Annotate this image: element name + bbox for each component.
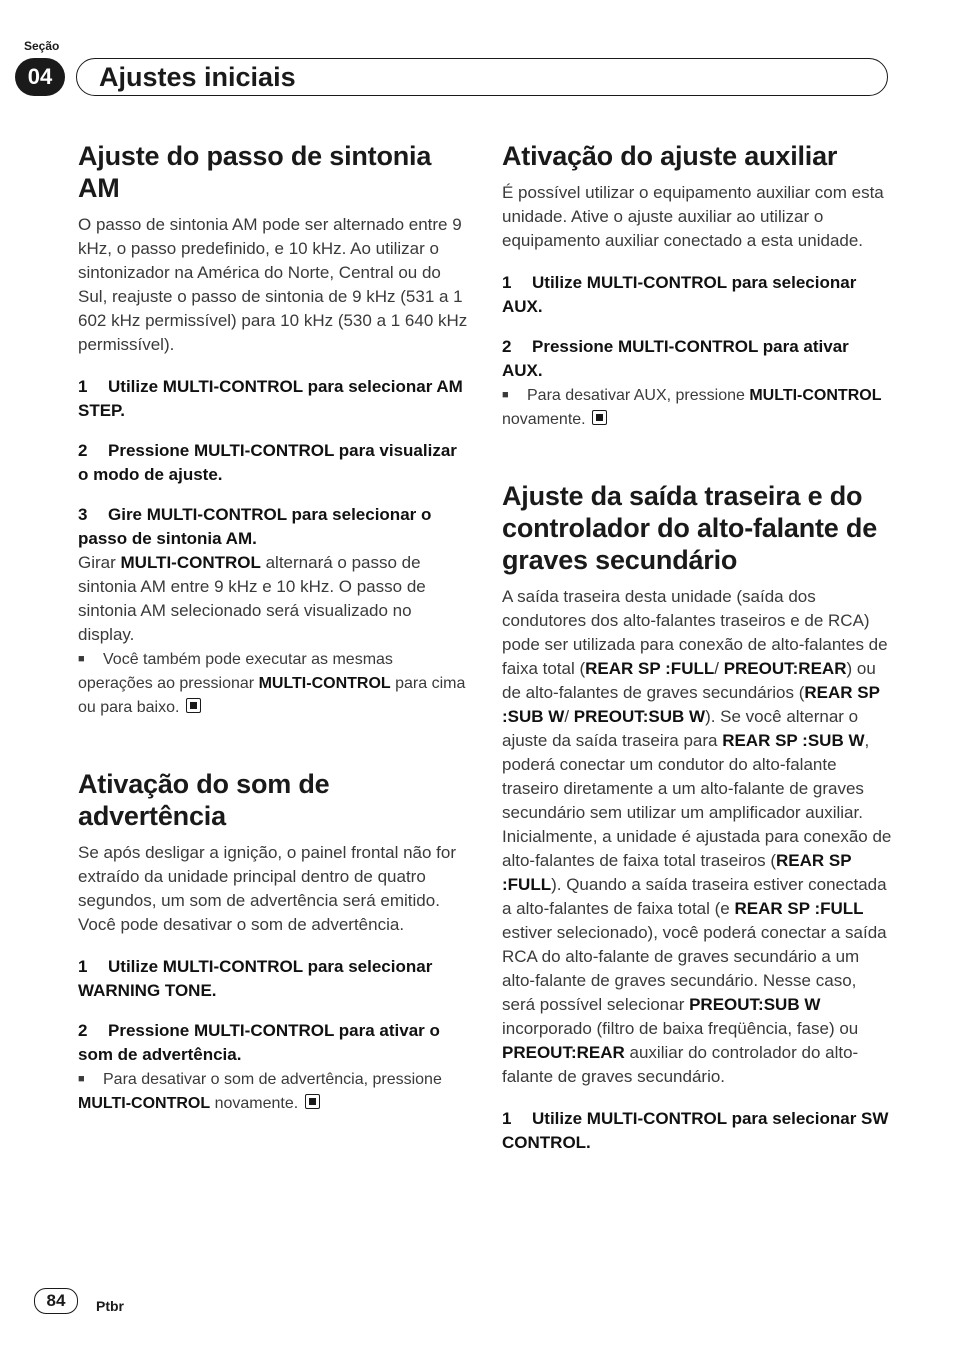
step-1: 1 Utilize MULTI-CONTROL para selecionar SW CONTROL. — [502, 1109, 889, 1152]
bullet-square-icon: ■ — [502, 389, 509, 401]
paragraph-rear-output: A saída traseira desta unidade (saída dos condutores dos alto-falantes traseiros e de RCA) pode ser utilizada para conexão de alto-falantes de faixa total (REAR SP :FULL/ PREOUT:REAR) ou de alto-falantes de graves secundários (REAR SP :SUB W/ PREOUT:SUB W). Se você alternar o ajuste da saída traseira para REAR SP :SUB W, poderá conectar um condutor do alto-falante traseiro diretamente a um alto-falante de graves secundário sem utilizar um amplificador auxiliar. Inicialmente, a unidade é ajustada para conexão de alto-falantes de faixa total traseiros (REAR SP :FULL). Quando a saída traseira estiver conectada a alto-falantes de faixa total (e REAR SP :FULL estiver selecionado), você poderá conectar a saída RCA do alto-falante de graves secundário a um alto-falante de graves secundário. Nesse caso, será possível selecionar PREOUT:SUB W incorporado (filtro de baixa freqüência, fase) ou PREOUT:REAR auxiliar do controlador do alto-falante de graves secundário. — [502, 587, 892, 1086]
paragraph-aux-intro: É possível utilizar o equipamento auxiliar com esta unidade. Ative o ajuste auxiliar ao utilizar o equipamento auxiliar conectado a esta unidade. — [502, 183, 884, 250]
heading-rear-output: Ajuste da saída traseira e do controlador do alto-falante de graves secundário — [502, 481, 878, 575]
left-column — [78, 140, 468, 1116]
step-2: 2 Pressione MULTI-CONTROL para visualizar o modo de ajuste. — [78, 441, 457, 484]
paragraph-warning-tone-intro: Se após desligar a ignição, o painel frontal não for extraído da unidade principal dentro de quatro segundos, um som de advertência será emitido. Você pode desativar o som de advertência. — [78, 843, 457, 934]
step-2: 2 Pressione MULTI-CONTROL para ativar o som de advertência. — [78, 1021, 440, 1064]
section-label: Seção — [24, 39, 60, 53]
bullet-square-icon: ■ — [78, 653, 85, 665]
note-am-step: ■ Você também pode executar as mesmas operações ao pressionar MULTI-CONTROL para cima ou para baixo. — [78, 647, 468, 720]
paragraph-step-3-detail: Girar MULTI-CONTROL alternará o passo de sintonia AM entre 9 kHz e 10 kHz. O passo de sintonia AM selecionado será visualizado no display. — [78, 553, 426, 644]
note-aux: ■ Para desativar AUX, pressione MULTI-CONTROL novamente. — [502, 383, 892, 432]
step-1: 1 Utilize MULTI-CONTROL para selecionar AUX. — [502, 273, 857, 316]
step-2: 2 Pressione MULTI-CONTROL para ativar AUX. — [502, 337, 849, 380]
section-number-badge: 04 — [15, 58, 65, 96]
bullet-square-icon: ■ — [78, 1073, 85, 1085]
note-warning-tone: ■ Para desativar o som de advertência, pressione MULTI-CONTROL novamente. — [78, 1067, 468, 1116]
page-number: 84 — [34, 1288, 78, 1314]
end-of-section-icon — [592, 410, 607, 425]
step-3: 3 Gire MULTI-CONTROL para selecionar o passo de sintonia AM. — [78, 505, 432, 548]
right-column — [502, 140, 892, 1155]
language-code: Ptbr — [96, 1298, 124, 1314]
heading-warning-tone: Ativação do som de advertência — [78, 769, 330, 831]
end-of-section-icon — [305, 1094, 320, 1109]
step-1: 1 Utilize MULTI-CONTROL para selecionar WARNING TONE. — [78, 957, 433, 1000]
step-1: 1 Utilize MULTI-CONTROL para selecionar AM STEP. — [78, 377, 463, 420]
end-of-section-icon — [186, 698, 201, 713]
heading-am-step: Ajuste do passo de sintonia AM — [78, 141, 432, 203]
section-title: Ajustes iniciais — [99, 62, 296, 92]
heading-aux: Ativação do ajuste auxiliar — [502, 141, 838, 171]
paragraph-am-step-intro: O passo de sintonia AM pode ser alternado entre 9 kHz, o passo predefinido, e 10 kHz. Ao utilizar o sintonizador na América do Norte, Central ou do Sul, reajuste o passo de sintonia de 9 kHz (531 a 1 602 kHz permissível) para 10 kHz (530 a 1 640 kHz permissível). — [78, 215, 468, 354]
